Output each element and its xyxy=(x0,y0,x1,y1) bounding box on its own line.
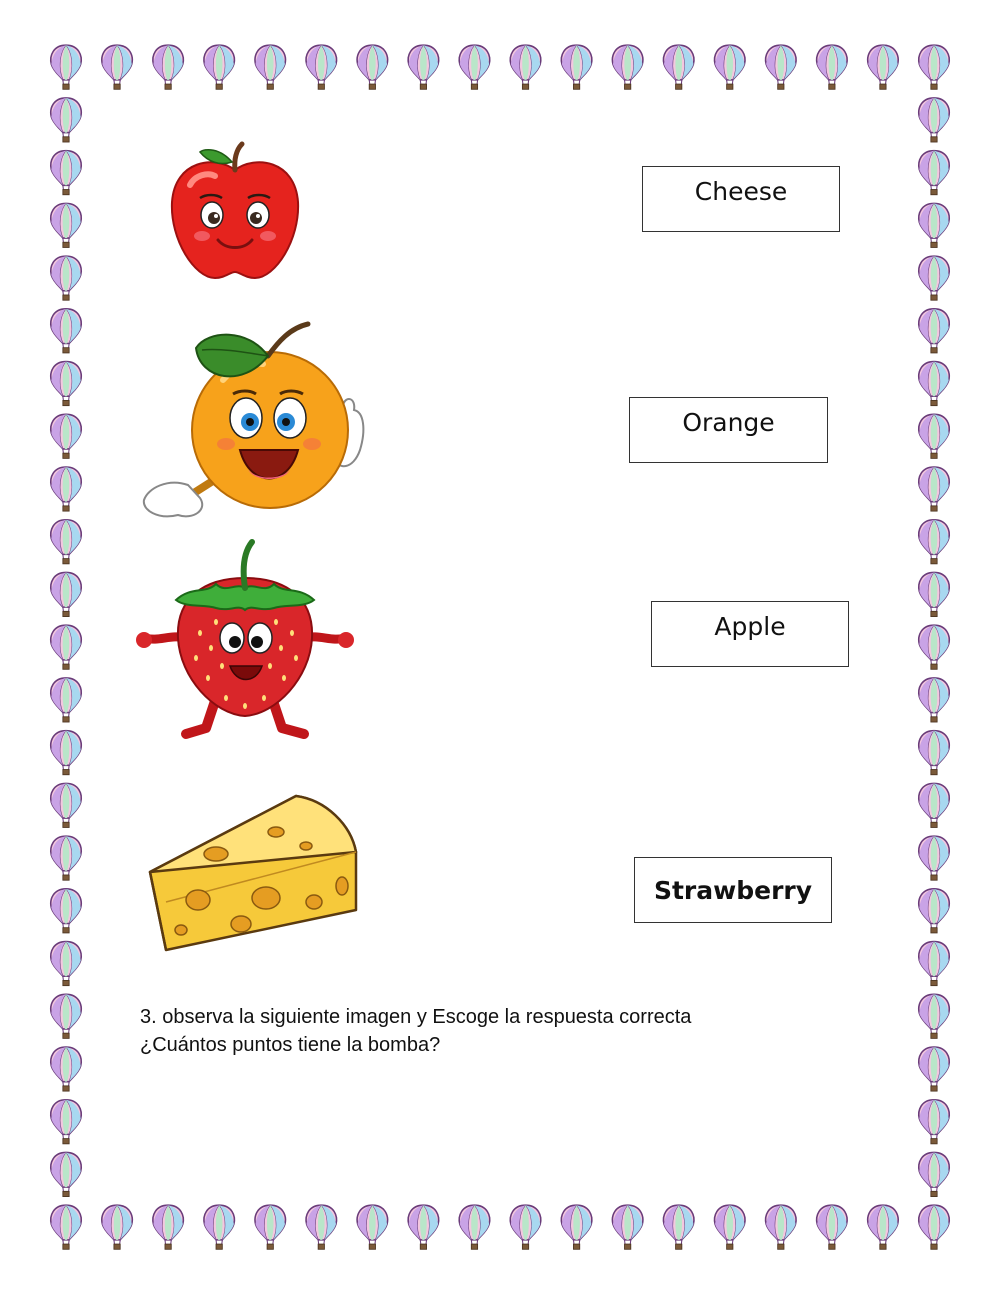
hot-air-balloon-icon xyxy=(51,942,81,986)
apple-icon[interactable] xyxy=(160,140,310,290)
word-box-strawberry[interactable]: Strawberry xyxy=(634,857,832,923)
hot-air-balloon-icon xyxy=(868,45,898,89)
cheese-icon[interactable] xyxy=(146,790,361,955)
hot-air-balloon-icon xyxy=(919,98,949,142)
hot-air-balloon-icon xyxy=(919,994,949,1038)
hot-air-balloon-icon xyxy=(51,151,81,195)
hot-air-balloon-icon xyxy=(51,45,81,89)
strawberry-icon[interactable] xyxy=(136,538,354,743)
hot-air-balloon-icon xyxy=(51,625,81,669)
orange-icon[interactable] xyxy=(138,320,373,525)
hot-air-balloon-icon xyxy=(51,572,81,616)
hot-air-balloon-icon xyxy=(715,45,745,89)
hot-air-balloon-icon xyxy=(102,45,132,89)
hot-air-balloon-icon xyxy=(51,994,81,1038)
hot-air-balloon-icon xyxy=(919,783,949,827)
hot-air-balloon-icon xyxy=(919,731,949,775)
hot-air-balloon-icon xyxy=(766,1205,796,1249)
hot-air-balloon-icon xyxy=(255,1205,285,1249)
hot-air-balloon-icon xyxy=(51,309,81,353)
hot-air-balloon-icon xyxy=(408,45,438,89)
hot-air-balloon-icon xyxy=(919,520,949,564)
hot-air-balloon-icon xyxy=(919,678,949,722)
hot-air-balloon-icon xyxy=(357,1205,387,1249)
hot-air-balloon-icon xyxy=(766,45,796,89)
hot-air-balloon-icon xyxy=(868,1205,898,1249)
hot-air-balloon-icon xyxy=(51,256,81,300)
hot-air-balloon-icon xyxy=(51,678,81,722)
hot-air-balloon-icon xyxy=(255,45,285,89)
hot-air-balloon-icon xyxy=(51,98,81,142)
hot-air-balloon-icon xyxy=(51,1205,81,1249)
hot-air-balloon-icon xyxy=(51,889,81,933)
question-line-2: ¿Cuántos puntos tiene la bomba? xyxy=(140,1034,441,1056)
hot-air-balloon-icon xyxy=(919,1100,949,1144)
hot-air-balloon-icon xyxy=(919,309,949,353)
hot-air-balloon-icon xyxy=(459,45,489,89)
hot-air-balloon-icon xyxy=(919,836,949,880)
hot-air-balloon-icon xyxy=(919,467,949,511)
hot-air-balloon-icon xyxy=(919,362,949,406)
hot-air-balloon-icon xyxy=(51,836,81,880)
hot-air-balloon-icon xyxy=(919,1047,949,1091)
hot-air-balloon-icon xyxy=(919,942,949,986)
hot-air-balloon-icon xyxy=(715,1205,745,1249)
hot-air-balloon-icon xyxy=(561,1205,591,1249)
word-box-orange[interactable]: Orange xyxy=(629,397,828,463)
hot-air-balloon-icon xyxy=(51,520,81,564)
hot-air-balloon-icon xyxy=(51,362,81,406)
hot-air-balloon-icon xyxy=(204,1205,234,1249)
hot-air-balloon-icon xyxy=(51,1152,81,1196)
hot-air-balloon-icon xyxy=(51,1100,81,1144)
hot-air-balloon-icon xyxy=(51,467,81,511)
hot-air-balloon-icon xyxy=(919,572,949,616)
hot-air-balloon-icon xyxy=(102,1205,132,1249)
hot-air-balloon-icon xyxy=(919,625,949,669)
hot-air-balloon-icon xyxy=(510,1205,540,1249)
hot-air-balloon-icon xyxy=(919,203,949,247)
hot-air-balloon-icon xyxy=(561,45,591,89)
hot-air-balloon-icon xyxy=(51,731,81,775)
hot-air-balloon-icon xyxy=(51,203,81,247)
hot-air-balloon-icon xyxy=(817,1205,847,1249)
hot-air-balloon-icon xyxy=(919,151,949,195)
hot-air-balloon-icon xyxy=(612,45,642,89)
hot-air-balloon-icon xyxy=(51,414,81,458)
hot-air-balloon-icon xyxy=(919,45,949,89)
hot-air-balloon-icon xyxy=(153,1205,183,1249)
hot-air-balloon-icon xyxy=(306,45,336,89)
hot-air-balloon-icon xyxy=(306,1205,336,1249)
hot-air-balloon-icon xyxy=(51,783,81,827)
hot-air-balloon-icon xyxy=(919,1152,949,1196)
hot-air-balloon-icon xyxy=(510,45,540,89)
hot-air-balloon-icon xyxy=(919,1205,949,1249)
hot-air-balloon-icon xyxy=(919,414,949,458)
hot-air-balloon-icon xyxy=(51,1047,81,1091)
hot-air-balloon-icon xyxy=(663,1205,693,1249)
hot-air-balloon-icon xyxy=(817,45,847,89)
word-box-cheese[interactable]: Cheese xyxy=(642,166,840,232)
hot-air-balloon-icon xyxy=(612,1205,642,1249)
hot-air-balloon-icon xyxy=(919,889,949,933)
question-line-1: 3. observa la siguiente imagen y Escoge la respuesta correcta xyxy=(140,1006,692,1028)
hot-air-balloon-icon xyxy=(357,45,387,89)
hot-air-balloon-icon xyxy=(663,45,693,89)
hot-air-balloon-icon xyxy=(153,45,183,89)
hot-air-balloon-icon xyxy=(459,1205,489,1249)
hot-air-balloon-icon xyxy=(204,45,234,89)
hot-air-balloon-icon xyxy=(408,1205,438,1249)
word-box-apple[interactable]: Apple xyxy=(651,601,849,667)
hot-air-balloon-icon xyxy=(919,256,949,300)
